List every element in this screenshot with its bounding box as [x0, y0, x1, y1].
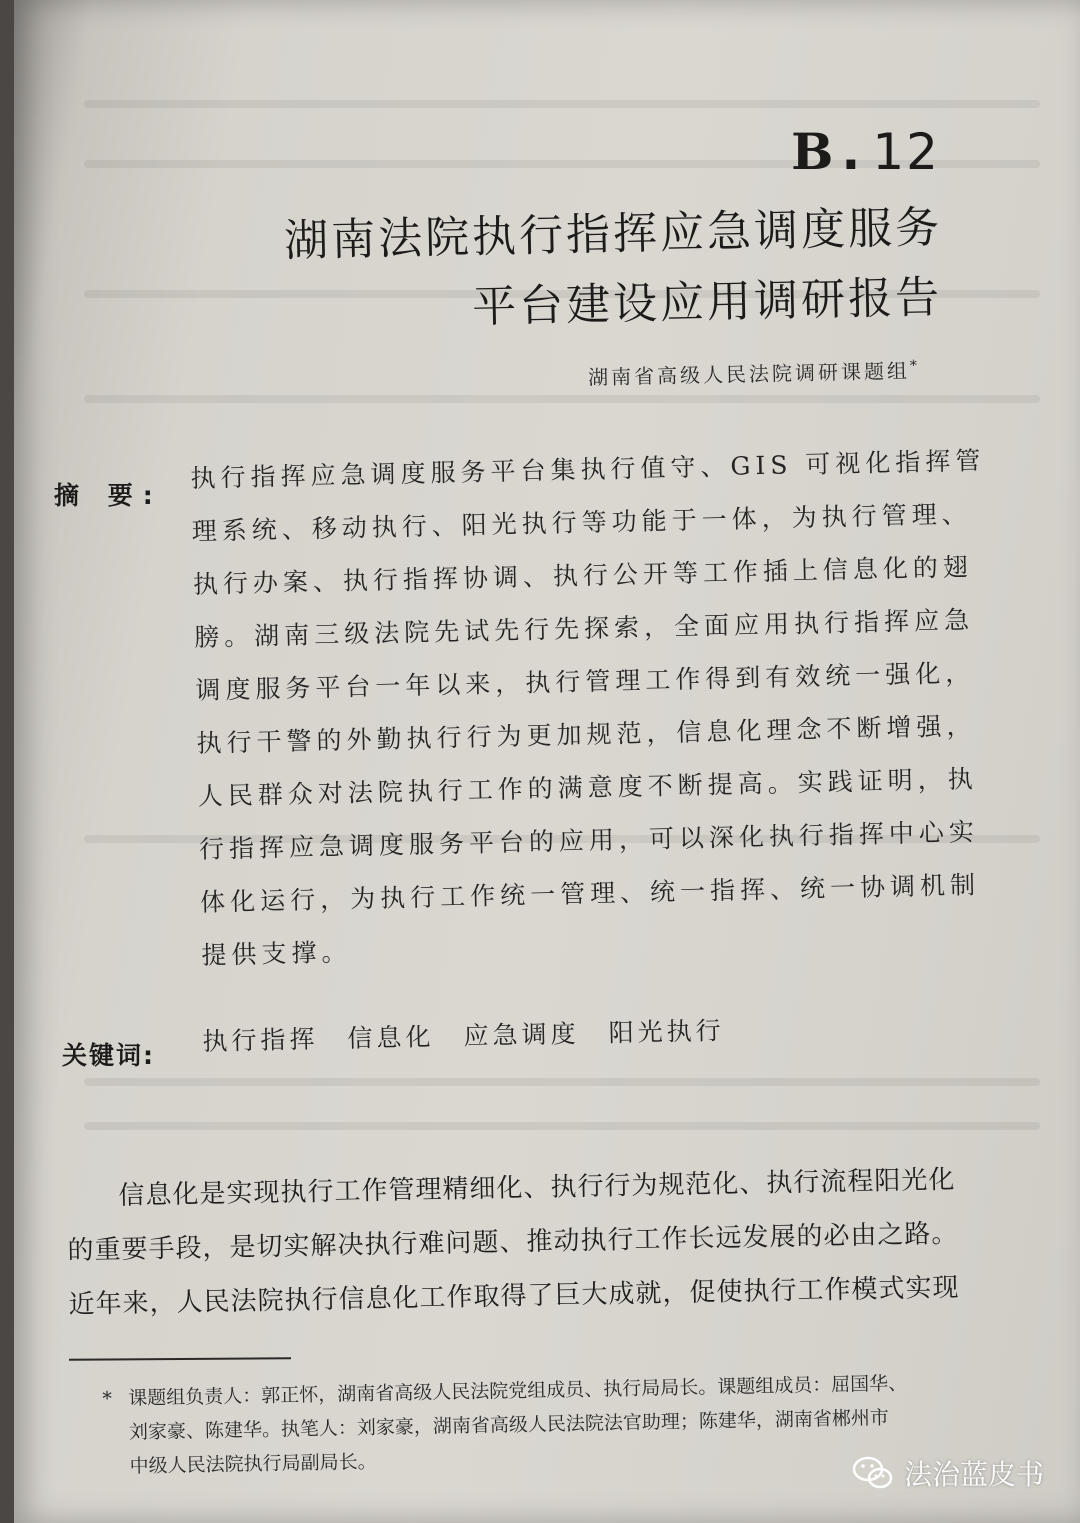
watermark — [852, 1453, 1044, 1493]
chapter-prefix: B — [791, 122, 836, 181]
abstract-label: 摘 要: — [54, 481, 163, 510]
body-line: 近年来，人民法院执行信息化工作取得了巨大成就，促使执行工作模式实现 — [68, 1272, 960, 1320]
abstract-line: 执行干警的外勤执行行为更加规范，信息化理念不断增强， — [196, 711, 977, 758]
footnote-mark: * — [102, 1387, 113, 1410]
watermark-text: 法治蓝皮书 — [903, 1458, 1044, 1491]
keyword: 执行指挥 — [202, 1024, 319, 1056]
body-paragraph — [66, 1152, 1009, 1332]
chapter-dot: . — [841, 123, 863, 181]
author-footnote-mark: * — [909, 357, 921, 375]
keyword: 信息化 — [347, 1022, 435, 1053]
body-line: 信息化是实现执行工作管理精细化、执行行为规范化、执行流程阳光化 — [118, 1164, 956, 1211]
title-line-1: 湖南法院执行指挥应急调度服务 — [283, 202, 943, 267]
bleed-through-line — [84, 1078, 1040, 1086]
keyword: 应急调度 — [463, 1019, 580, 1051]
abstract-line: 体化运行，为执行工作统一管理、统一指挥、统一协调机制 — [199, 870, 981, 917]
abstract-line: 执行指挥应急调度服务平台集执行值守、GIS 可视化指挥管 — [190, 445, 986, 493]
chapter-number — [791, 122, 940, 181]
chapter-digits: 12 — [872, 123, 940, 181]
bleed-through-line — [84, 395, 1040, 403]
keywords-list — [202, 1011, 749, 1058]
keyword: 阳光执行 — [608, 1016, 725, 1048]
book-page — [14, 0, 1080, 1523]
author-name: 湖南省高级人民法院调研课题组 — [587, 358, 911, 390]
footnote-line: 刘家豪、陈建华。执笔人：刘家豪，湖南省高级人民法院法官助理；陈建华，湖南省郴州市 — [128, 1406, 890, 1444]
abstract-line: 行指挥应急调度服务平台的应用，可以深化执行指挥中心实 — [198, 817, 980, 864]
body-line: 的重要手段，是切实解决执行难问题、推动执行工作长远发展的必由之路。 — [67, 1218, 959, 1266]
footnote-line-text: 课题组负责人：郭正怀，湖南省高级人民法院党组成员、执行局局长。课题组成员：屈国华、 — [128, 1372, 908, 1410]
abstract-line: 提供支撑。 — [201, 937, 352, 970]
title-line-2: 平台建设应用调研报告 — [471, 272, 943, 333]
footnote-divider — [69, 1357, 291, 1361]
abstract-line: 理系统、移动执行、阳光执行等功能于一体，为执行管理、 — [191, 499, 972, 546]
bleed-through-line — [84, 100, 1040, 108]
abstract-line: 人民群众对法院执行工作的满意度不断提高。实践证明，执 — [197, 764, 978, 811]
bleed-through-line — [84, 1122, 1040, 1130]
footnote-line: 中级人民法院执行局副局长。 — [129, 1450, 377, 1478]
abstract-line: 膀。湖南三级法院先试先行先探索，全面应用执行指挥应急 — [193, 605, 975, 652]
wechat-icon — [852, 1455, 894, 1491]
abstract-text — [190, 434, 992, 982]
keywords-label: 关键词: — [62, 1041, 155, 1070]
abstract-line: 执行办案、执行指挥协调、执行公开等工作插上信息化的翅 — [192, 552, 974, 599]
author-line — [588, 355, 921, 391]
abstract-line: 调度服务平台一年以来，执行管理工作得到有效统一强化， — [195, 658, 976, 705]
